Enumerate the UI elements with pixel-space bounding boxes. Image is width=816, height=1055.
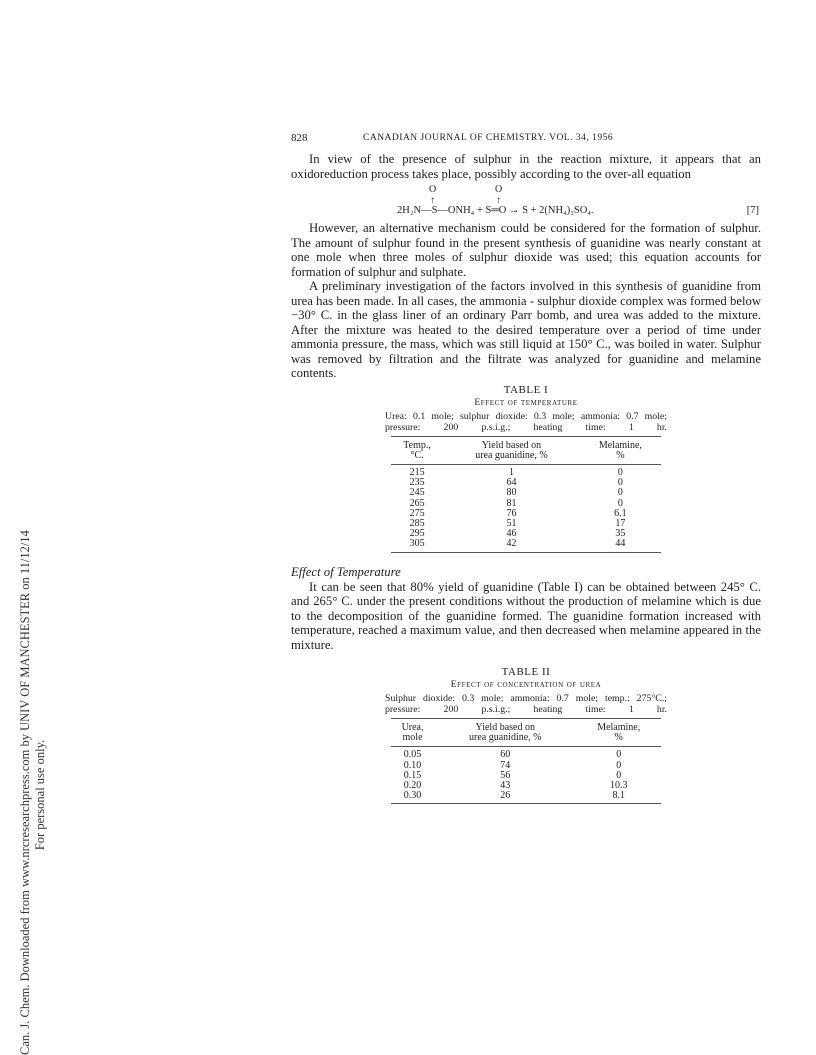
equation-arrow-right: ↑ [496, 195, 501, 206]
table-1-header-temp: Temp., °C. [391, 436, 443, 464]
table-2-header-yield: Yield based on urea guanidine, % [434, 719, 576, 747]
watermark-line-source: Can. J. Chem. Downloaded from www.nrcresearchpress.com by UNIV OF MANCHESTER on 11/12/14 [18, 530, 32, 1055]
table-cell: 43 [500, 780, 511, 792]
equation-oxo-left: O [429, 184, 437, 195]
table-cell: 215 [409, 466, 425, 478]
table-cell: 42 [443, 539, 580, 552]
table-cell: 235 [409, 477, 425, 489]
journal-title: CANADIAN JOURNAL OF CHEMISTRY. VOL. 34, 1956 [363, 133, 614, 143]
table-cell: 74 [500, 759, 511, 771]
table-1-header-melamine: Melamine, % [580, 436, 661, 464]
table-cell: 26 [434, 791, 576, 804]
table-cell: 0.30 [391, 791, 434, 804]
section-heading-temperature: Effect of Temperature [291, 564, 401, 579]
table-cell: 10.3 [609, 780, 628, 792]
equation-arrow-left: ↑ [430, 195, 435, 206]
table-cell: 17 [615, 517, 626, 529]
table-row [391, 464, 661, 478]
running-head [291, 128, 761, 146]
table-cell: 56 [500, 769, 511, 781]
table-cell: 0.20 [403, 780, 422, 792]
table-2-conditions: Sulphur dioxide: 0.3 mole; ammonia: 0.7 mole; temp.: 275°C.; pressure: 200 p.s.i.g.; heating time: 1 hr. [385, 693, 667, 716]
table-cell: 46 [506, 528, 517, 540]
page-number: 828 [291, 132, 308, 144]
watermark-line-usage: For personal use only. [33, 739, 47, 851]
table-cell: 0 [617, 477, 623, 489]
table-cell: 0 [617, 487, 623, 499]
table-cell: 80 [506, 487, 517, 499]
table-cell: 275 [409, 507, 425, 519]
table-2 [385, 666, 667, 804]
table-cell: 0.10 [403, 759, 422, 771]
table-1-grid [391, 436, 661, 553]
table-cell: 295 [409, 528, 425, 540]
table-cell: 245 [409, 487, 425, 499]
table-cell: 51 [506, 517, 517, 529]
table-cell: 64 [506, 477, 517, 489]
table-cell: 0 [616, 749, 622, 761]
table-cell: 76 [506, 507, 517, 519]
table-2-grid [391, 718, 661, 804]
table-cell: 0.05 [403, 749, 422, 761]
journal-page [291, 128, 761, 804]
table-cell: 0 [616, 759, 622, 771]
table-cell: 265 [409, 497, 425, 509]
table-cell: 305 [391, 539, 443, 552]
paragraph-oxidoreduction: In view of the presence of sulphur in the reaction mixture, it appears that an oxidoreduction process takes place, possibly according to the over-all equation [291, 152, 761, 181]
table-2-header-urea: Urea, mole [391, 719, 434, 747]
table-row [391, 488, 661, 498]
table-cell: 285 [409, 517, 425, 529]
equation-text: 2H₂N—S—ONH₄ + S═O → S + 2(NH₄)₂SO₄. [397, 205, 594, 216]
table-1-conditions: Urea: 0.1 mole; sulphur dioxide: 0.3 mole; ammonia: 0.7 mole; pressure: 200 p.s.i.g.; heating time: 1 hr. [385, 410, 667, 433]
equation-7 [291, 181, 761, 221]
table-cell: 35 [615, 528, 626, 540]
table-row [391, 747, 661, 761]
table-cell: 81 [506, 497, 517, 509]
equation-number: [7] [746, 205, 759, 216]
table-row [391, 539, 661, 552]
table-cell: 0 [617, 497, 623, 509]
table-1-caption: Effect of temperature [474, 397, 578, 408]
table-cell: 8.1 [576, 791, 661, 804]
paragraph-temperature-results: It can be seen that 80% yield of guanidine (Table I) can be obtained between 245° C. and 265° C. under the present conditions without the production of melamine which is due to the decomposition of the guanidine formed. The guanidine formation increased with temperature, reached a maximum value, and then decreased when melamine appeared in the mixture. [291, 579, 761, 652]
table-2-title: TABLE II [501, 666, 551, 679]
table-1-header-yield: Yield based on urea guanidine, % [443, 436, 580, 464]
paragraph-preliminary-investigation: A preliminary investigation of the factors involved in this synthesis of guanidine from urea has been made. In all cases, the ammonia - sulphur dioxide complex was formed below −30° C. in the glass liner of an ordinary Parr bomb, and urea was added to the mixture. After the mixture was heated to the desired temperature over a period of time under ammonia pressure, the mass, which was still liquid at 150° C., was boiled in water. Sulphur was removed by filtration and the filtrate was analyzed for guanidine and melamine contents. [291, 279, 761, 380]
download-watermark [18, 530, 48, 1055]
table-cell: 0 [617, 466, 623, 478]
paragraph-alternative-mechanism: However, an alternative mechanism could be considered for the formation of sulphur. The amount of sulphur found in the present synthesis of guanidine was nearly constant at one mole when three moles of sulphur dioxide was used; this equation accounts for formation of sulphur and sulphate. [291, 221, 761, 279]
table-1-title: TABLE I [503, 383, 549, 396]
table-cell: 0 [616, 769, 622, 781]
table-2-header-melamine: Melamine, % [576, 719, 661, 747]
table-cell: 0.15 [403, 769, 422, 781]
table-cell: 44 [580, 539, 661, 552]
table-cell: 6.1 [614, 507, 627, 519]
table-1 [385, 384, 667, 553]
table-row [391, 791, 661, 804]
table-cell: 1 [508, 466, 514, 478]
equation-oxo-right: O [495, 184, 503, 195]
table-cell: 60 [500, 749, 511, 761]
table-2-caption: Effect of concentration of urea [450, 680, 602, 691]
